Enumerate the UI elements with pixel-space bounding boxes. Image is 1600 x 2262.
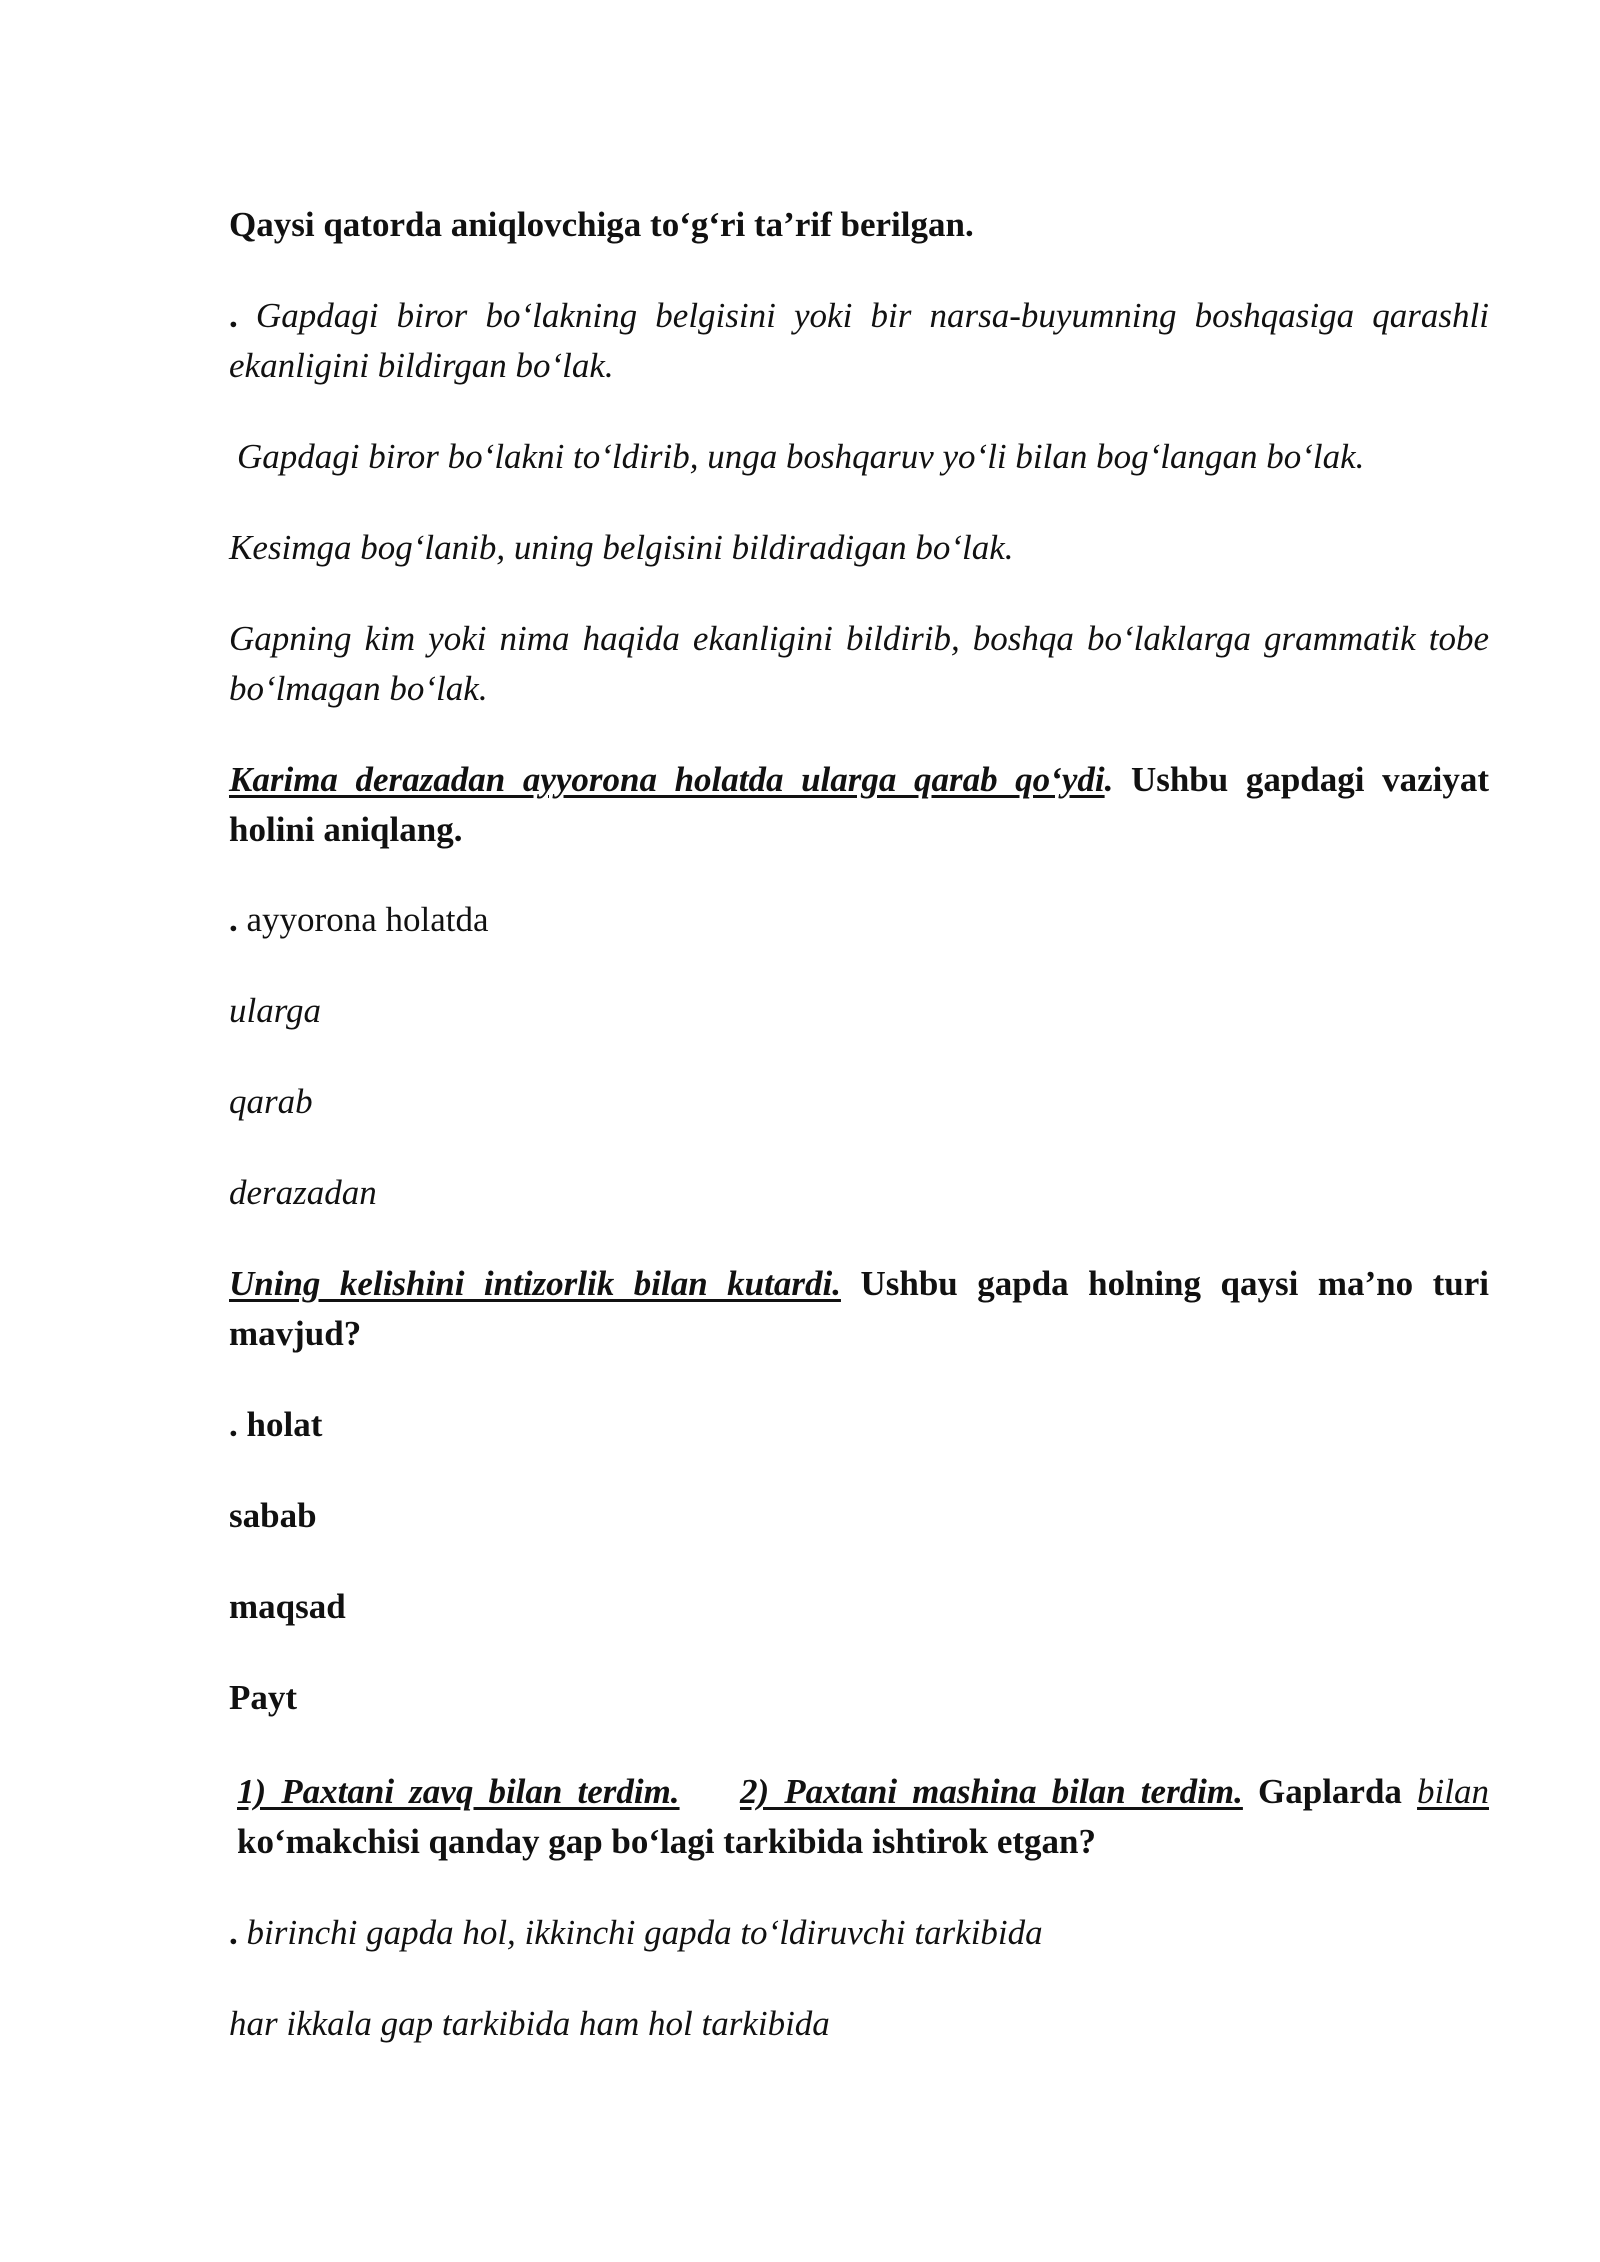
question-2-option-c: qarab (229, 1082, 313, 1121)
question-1-text: Qaysi qatorda aniqlovchiga to‘g‘ri ta’rif berilgan. (229, 205, 974, 244)
answer-marker: . (229, 296, 238, 335)
option-text: ayyorona holatda (237, 900, 489, 939)
question-3-prompt: Ushbu gapda holning qaysi ma’no turi mavjud? (229, 1264, 1489, 1353)
question-1-option-d: Gapning kim yoki nima haqida ekanligini bildirib, boshqa bo‘laklarga grammatik tobe bo‘lmagan bo‘lak. (229, 619, 1489, 708)
question-4-prompt-start: Gaplarda (1242, 1772, 1418, 1811)
question-4-example-sentence-2: 2) Paxtani mashina bilan terdim. (740, 1772, 1243, 1811)
question-3-text (229, 1259, 1489, 1359)
question-4-example-sentence-1: 1) Paxtani zavq bilan terdim. (237, 1772, 680, 1811)
question-3-option-b: sabab (229, 1496, 317, 1535)
document-content (229, 200, 1489, 2090)
question-2-sentence-dot: . (1104, 760, 1114, 799)
question-1-option-c: Kesimga bog‘lanib, uning belgisini bildiradigan bo‘lak. (229, 528, 1014, 567)
question-3-example-sentence: Uning kelishini intizorlik bilan kutardi. (229, 1264, 841, 1303)
question-2-prompt: Ushbu gapdagi vaziyat holini aniqlang. (229, 760, 1489, 849)
question-2-example-sentence: Karima derazadan ayyorona holatda ularga qarab qo‘ydi (229, 760, 1105, 799)
question-4-keyword: bilan (1417, 1772, 1489, 1811)
question-3-option-d: Payt (229, 1678, 298, 1717)
answer-marker: . (229, 1913, 238, 1952)
question-2-text (229, 755, 1489, 855)
question-4-text (229, 1767, 1489, 1867)
question-2-option-d: derazadan (229, 1173, 377, 1212)
option-text: birinchi gapda hol, ikkinchi gapda to‘ldiruvchi tarkibida (237, 1913, 1043, 1952)
question-4-prompt-end: ko‘makchisi qanday gap bo‘lagi tarkibida ishtirok etgan? (237, 1822, 1096, 1861)
question-3-option-c: maqsad (229, 1587, 346, 1626)
answer-marker: . (229, 900, 238, 939)
question-1-option-b: Gapdagi biror bo‘lakni to‘ldirib, unga boshqaruv yo‘li bilan bog‘langan bo‘lak. (237, 437, 1365, 476)
question-3-option-a: . holat (229, 1405, 323, 1444)
question-1-option-a (229, 291, 1489, 391)
question-4-option-a (229, 1908, 1489, 1958)
question-2-option-b: ularga (229, 991, 322, 1030)
question-4-option-b: har ikkala gap tarkibida ham hol tarkibida (229, 2004, 830, 2043)
question-2-option-a (229, 895, 1489, 945)
option-text: Gapdagi biror bo‘lakning belgisini yoki bir narsa-buyumning boshqasiga qarashli ekanligini bildirgan bo‘lak. (229, 296, 1489, 385)
